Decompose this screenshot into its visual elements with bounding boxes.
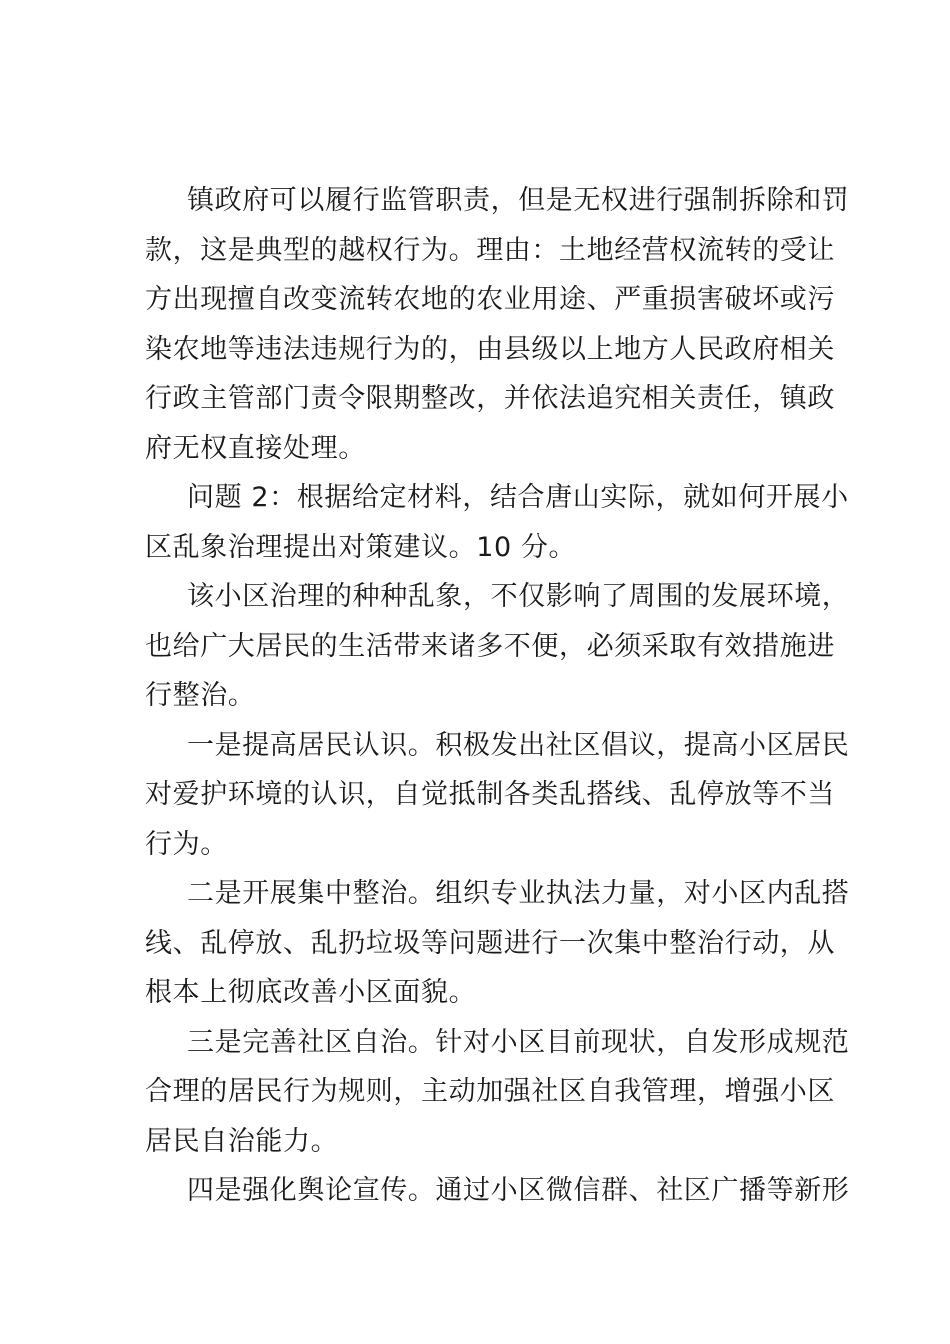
paragraph-1 [145, 176, 850, 473]
paragraph-7 [145, 1166, 850, 1216]
document-body [145, 176, 850, 1216]
paragraph-3 [145, 572, 850, 721]
text-line: 线、乱停放、乱扔垃圾等问题进行一次集中整治行动，从 [145, 927, 835, 959]
text-line: 问题 2：根据给定材料，结合唐山实际，就如何开展小 [187, 482, 849, 513]
text-line: 行整治。 [145, 680, 256, 711]
text-line: 居民自治能力。 [145, 1125, 339, 1157]
text-line: 也给广大居民的生活带来诸多不便，必须采取有效措施进 [145, 630, 835, 662]
paragraph-2-question [145, 473, 849, 572]
text-line: 款，这是典型的越权行为。理由：土地经营权流转的受让 [145, 234, 835, 266]
text-line: 行政主管部门责令限期整改，并依法追究相关责任，镇政 [145, 383, 835, 414]
paragraph-5 [145, 869, 850, 1018]
text-line: 行为。 [145, 828, 228, 860]
paragraph-6 [145, 1018, 850, 1167]
text-line: 镇政府可以履行监管职责，但是无权进行强制拆除和罚 [187, 185, 850, 216]
text-line: 四是强化舆论宣传。通过小区微信群、社区广播等新形 [187, 1175, 850, 1206]
text-line: 该小区治理的种种乱象，不仅影响了周围的发展环境， [187, 581, 850, 612]
text-line: 府无权直接处理。 [145, 432, 366, 464]
text-line: 二是开展集中整治。组织专业执法力量，对小区内乱搭 [187, 878, 850, 909]
text-line: 一是提高居民认识。积极发出社区倡议，提高小区居民 [187, 729, 850, 761]
text-line: 染农地等违法违规行为的，由县级以上地方人民政府相关 [145, 333, 835, 365]
text-line: 根本上彻底改善小区面貌。 [145, 977, 477, 1008]
text-line: 三是完善社区自治。针对小区目前现状，自发形成规范 [187, 1026, 850, 1058]
text-line: 方出现擅自改变流转农地的农业用途、严重损害破坏或污 [145, 284, 835, 315]
text-line: 对爱护环境的认识，自觉抵制各类乱搭线、乱停放等不当 [145, 779, 835, 810]
text-line: 区乱象治理提出对策建议。10 分。 [145, 531, 577, 563]
paragraph-4 [145, 721, 850, 870]
text-line: 合理的居民行为规则，主动加强社区自我管理，增强小区 [145, 1076, 835, 1107]
